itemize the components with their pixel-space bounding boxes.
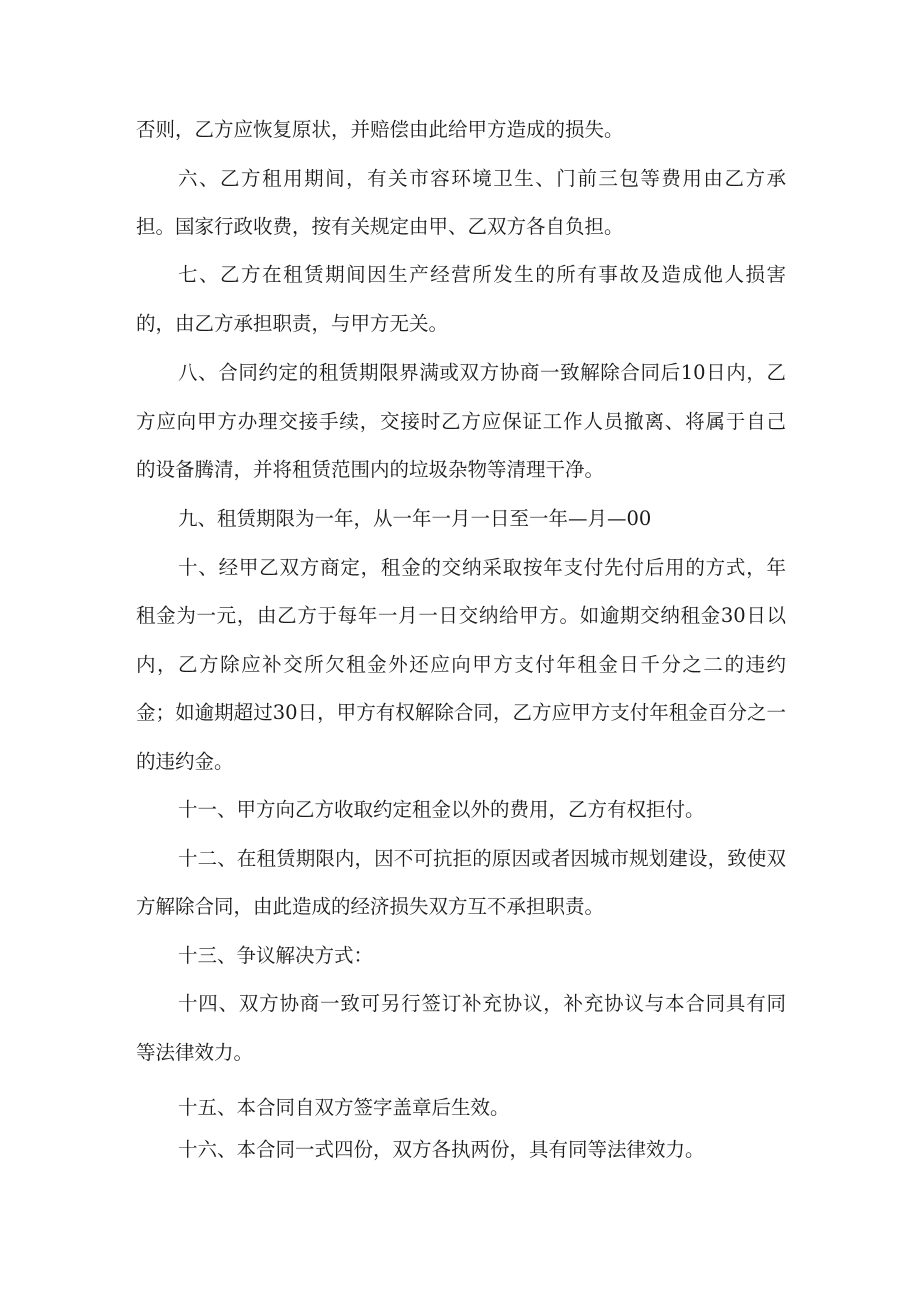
paragraph-line: 金；如逾期超过30日，甲方有权解除合同，乙方应甲方支付年租金百分之一: [136, 701, 786, 724]
paragraph-line: 十五、本合同自双方签字盖章后生效。: [178, 1096, 510, 1119]
paragraph-line: 六、乙方租用期间，有关市容环境卫生、门前三包等费用由乙方承: [178, 167, 786, 190]
paragraph-line: 十二、在租赁期限内，因不可抗拒的原因或者因城市规划建设，致使双: [178, 847, 786, 870]
paragraph-line: 七、乙方在租赁期间因生产经营所发生的所有事故及造成他人损害: [178, 263, 786, 286]
paragraph-line: 八、合同约定的租赁期限界满或双方协商一致解除合同后10日内，乙: [178, 361, 786, 384]
paragraph-line: 十三、争议解决方式：: [178, 944, 374, 967]
paragraph-line: 的违约金。: [136, 750, 234, 773]
paragraph-line: 否则，乙方应恢复原状，并赔偿由此给甲方造成的损失。: [136, 118, 624, 141]
paragraph-line: 租金为一元，由乙方于每年一月一日交纳给甲方。如逾期交纳租金30日以: [136, 604, 786, 627]
paragraph-line: 等法律效力。: [136, 1041, 254, 1064]
paragraph-line: 九、租赁期限为一年，从一年一月一日至一年—月—00: [178, 507, 652, 530]
paragraph-line: 十六、本合同一式四份，双方各执两份，具有同等法律效力。: [178, 1138, 705, 1161]
paragraph-line: 方应向甲方办理交接手续，交接时乙方应保证工作人员撤离、将属于自己: [136, 410, 786, 433]
paragraph-line: 十一、甲方向乙方收取约定租金以外的费用，乙方有权拒付。: [178, 798, 705, 821]
paragraph-line: 十、经甲乙双方商定，租金的交纳采取按年支付先付后用的方式，年: [178, 556, 786, 579]
paragraph-line: 担。国家行政收费，按有关规定由甲、乙双方各自负担。: [136, 215, 624, 238]
paragraph-line: 的，由乙方承担职责，与甲方无关。: [136, 312, 449, 335]
paragraph-line: 方解除合同，由此造成的经济损失双方互不承担职责。: [136, 895, 605, 918]
paragraph-line: 十四、双方协商一致可另行签订补充协议，补充协议与本合同具有同: [178, 992, 786, 1015]
paragraph-line: 内，乙方除应补交所欠租金外还应向甲方支付年租金日千分之二的违约: [136, 653, 786, 676]
paragraph-line: 的设备腾清，并将租赁范围内的垃圾杂物等清理干净。: [136, 458, 605, 481]
